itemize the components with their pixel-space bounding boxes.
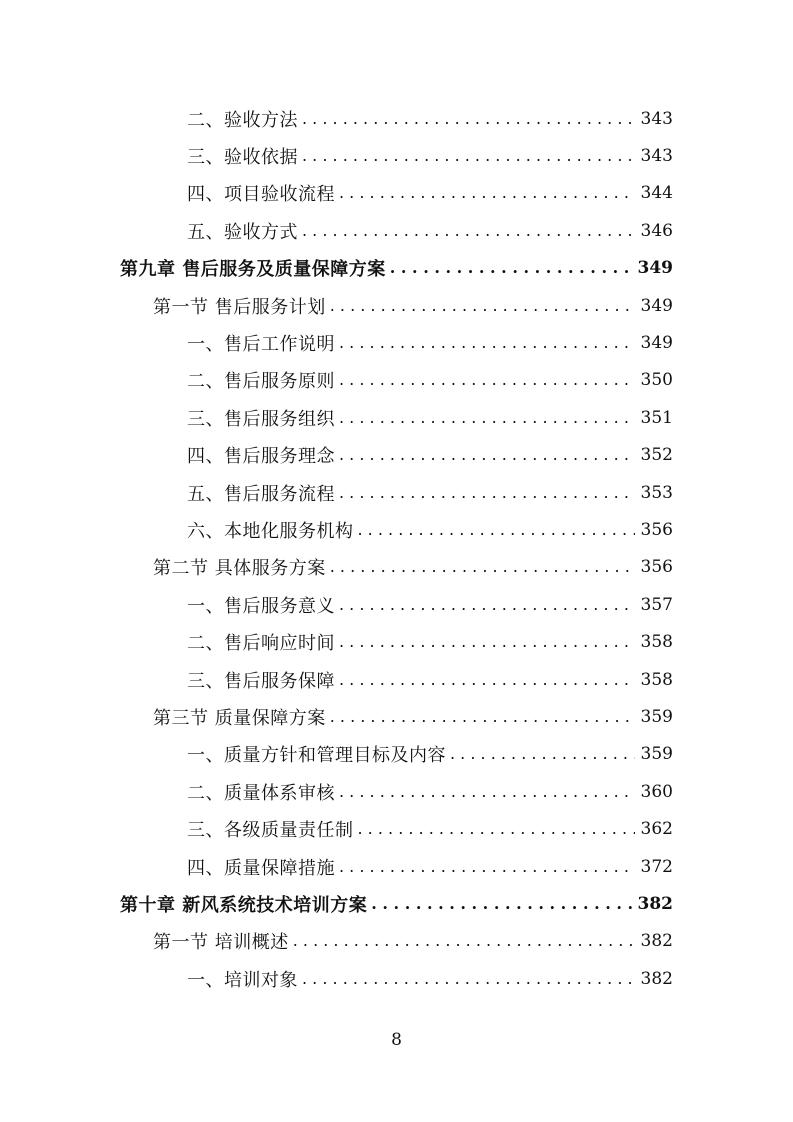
- toc-leader-dots: [326, 709, 635, 725]
- toc-entry-page: 356: [640, 557, 673, 578]
- toc-leader-dots: [335, 185, 635, 201]
- toc-leader-dots: [335, 335, 635, 351]
- toc-entry[interactable]: [0, 437, 793, 474]
- toc-entry[interactable]: [0, 586, 793, 623]
- toc-entry-title: 第二节 具体服务方案: [153, 558, 326, 580]
- toc-entry-title: 第一节 培训概述: [153, 932, 289, 954]
- toc-entry-page: 382: [640, 968, 673, 989]
- toc-leader-dots: [298, 971, 635, 987]
- toc-entry-page: 349: [640, 295, 673, 316]
- toc-entry-title: 四、售后服务理念: [187, 446, 335, 468]
- toc-entry-page: 356: [640, 519, 673, 540]
- toc-entry-title: 四、质量保障措施: [187, 857, 335, 879]
- toc-entry-page: 343: [640, 108, 673, 129]
- toc-entry-title: 五、验收方式: [187, 221, 298, 243]
- toc-entry[interactable]: [0, 623, 793, 660]
- toc-leader-dots: [335, 597, 635, 613]
- toc-entry[interactable]: [0, 661, 793, 698]
- toc-section-entry[interactable]: [0, 698, 793, 735]
- toc-entry-title: 二、售后服务原则: [187, 371, 335, 393]
- toc-entry-page: 358: [640, 632, 673, 653]
- toc-leader-dots: [326, 298, 635, 314]
- toc-entry-title: 一、售后服务意义: [187, 595, 335, 617]
- toc-entry-page: 372: [640, 856, 673, 877]
- toc-entry[interactable]: [0, 137, 793, 174]
- toc-leader-dots: [367, 896, 631, 912]
- toc-entry-page: 353: [640, 482, 673, 503]
- toc-leader-dots: [298, 223, 635, 239]
- toc-entry-title: 二、质量体系审核: [187, 782, 335, 804]
- toc-entry[interactable]: [0, 399, 793, 436]
- toc-leader-dots: [335, 485, 635, 501]
- toc-entry-title: 三、各级质量责任制: [187, 820, 354, 842]
- toc-entry-title: 二、验收方法: [187, 109, 298, 131]
- table-of-contents: [0, 100, 793, 997]
- toc-leader-dots: [354, 522, 635, 538]
- toc-leader-dots: [386, 260, 632, 276]
- toc-entry[interactable]: [0, 511, 793, 548]
- toc-entry-page: 358: [640, 669, 673, 690]
- toc-entry[interactable]: [0, 773, 793, 810]
- toc-entry[interactable]: [0, 175, 793, 212]
- toc-entry[interactable]: [0, 100, 793, 137]
- toc-section-entry[interactable]: [0, 923, 793, 960]
- toc-leader-dots: [335, 372, 635, 388]
- toc-entry-page: 344: [640, 183, 673, 204]
- toc-entry[interactable]: [0, 736, 793, 773]
- toc-entry-page: 360: [640, 781, 673, 802]
- toc-leader-dots: [335, 672, 635, 688]
- toc-entry[interactable]: [0, 212, 793, 249]
- toc-entry-title: 第三节 质量保障方案: [153, 707, 326, 729]
- toc-entry-page: 382: [640, 931, 673, 952]
- toc-entry-page: 362: [640, 819, 673, 840]
- toc-section-entry[interactable]: [0, 287, 793, 324]
- toc-leader-dots: [335, 784, 635, 800]
- toc-entry-title: 一、质量方针和管理目标及内容: [187, 745, 446, 767]
- toc-entry[interactable]: [0, 474, 793, 511]
- toc-entry[interactable]: [0, 848, 793, 885]
- toc-entry-page: 343: [640, 146, 673, 167]
- toc-leader-dots: [298, 148, 635, 164]
- toc-chapter-entry[interactable]: [0, 885, 793, 922]
- toc-leader-dots: [289, 933, 635, 949]
- toc-entry-page: 359: [640, 744, 673, 765]
- toc-entry-page: 349: [637, 258, 673, 279]
- toc-entry-title: 一、售后工作说明: [187, 334, 335, 356]
- toc-leader-dots: [446, 746, 635, 762]
- toc-entry-title: 第一节 售后服务计划: [153, 296, 326, 318]
- toc-entry[interactable]: [0, 324, 793, 361]
- toc-entry-title: 一、培训对象: [187, 969, 298, 991]
- toc-entry-title: 三、验收依据: [187, 147, 298, 169]
- toc-entry[interactable]: [0, 362, 793, 399]
- toc-leader-dots: [354, 821, 635, 837]
- toc-entry-title: 二、售后响应时间: [187, 633, 335, 655]
- toc-leader-dots: [335, 447, 635, 463]
- toc-entry-page: 359: [640, 706, 673, 727]
- toc-leader-dots: [335, 859, 635, 875]
- toc-entry-page: 346: [640, 220, 673, 241]
- toc-entry-page: 350: [640, 370, 673, 391]
- toc-entry-title: 五、售后服务流程: [187, 483, 335, 505]
- toc-leader-dots: [335, 634, 635, 650]
- page-number: 8: [391, 1030, 402, 1050]
- toc-entry-page: 352: [640, 445, 673, 466]
- toc-entry-page: 382: [637, 893, 673, 914]
- toc-entry-title: 第九章 售后服务及质量保障方案: [120, 259, 386, 281]
- toc-entry[interactable]: [0, 810, 793, 847]
- toc-entry-title: 六、本地化服务机构: [187, 520, 354, 542]
- toc-entry-title: 三、售后服务保障: [187, 670, 335, 692]
- toc-entry-title: 三、售后服务组织: [187, 408, 335, 430]
- toc-entry-title: 第十章 新风系统技术培训方案: [120, 894, 368, 916]
- toc-chapter-entry[interactable]: [0, 250, 793, 287]
- toc-leader-dots: [298, 111, 635, 127]
- toc-entry[interactable]: [0, 960, 793, 997]
- toc-entry-page: 349: [640, 333, 673, 354]
- toc-entry-page: 357: [640, 594, 673, 615]
- toc-leader-dots: [326, 559, 635, 575]
- toc-entry-title: 四、项目验收流程: [187, 184, 335, 206]
- toc-section-entry[interactable]: [0, 549, 793, 586]
- toc-leader-dots: [335, 410, 635, 426]
- toc-entry-page: 351: [640, 407, 673, 428]
